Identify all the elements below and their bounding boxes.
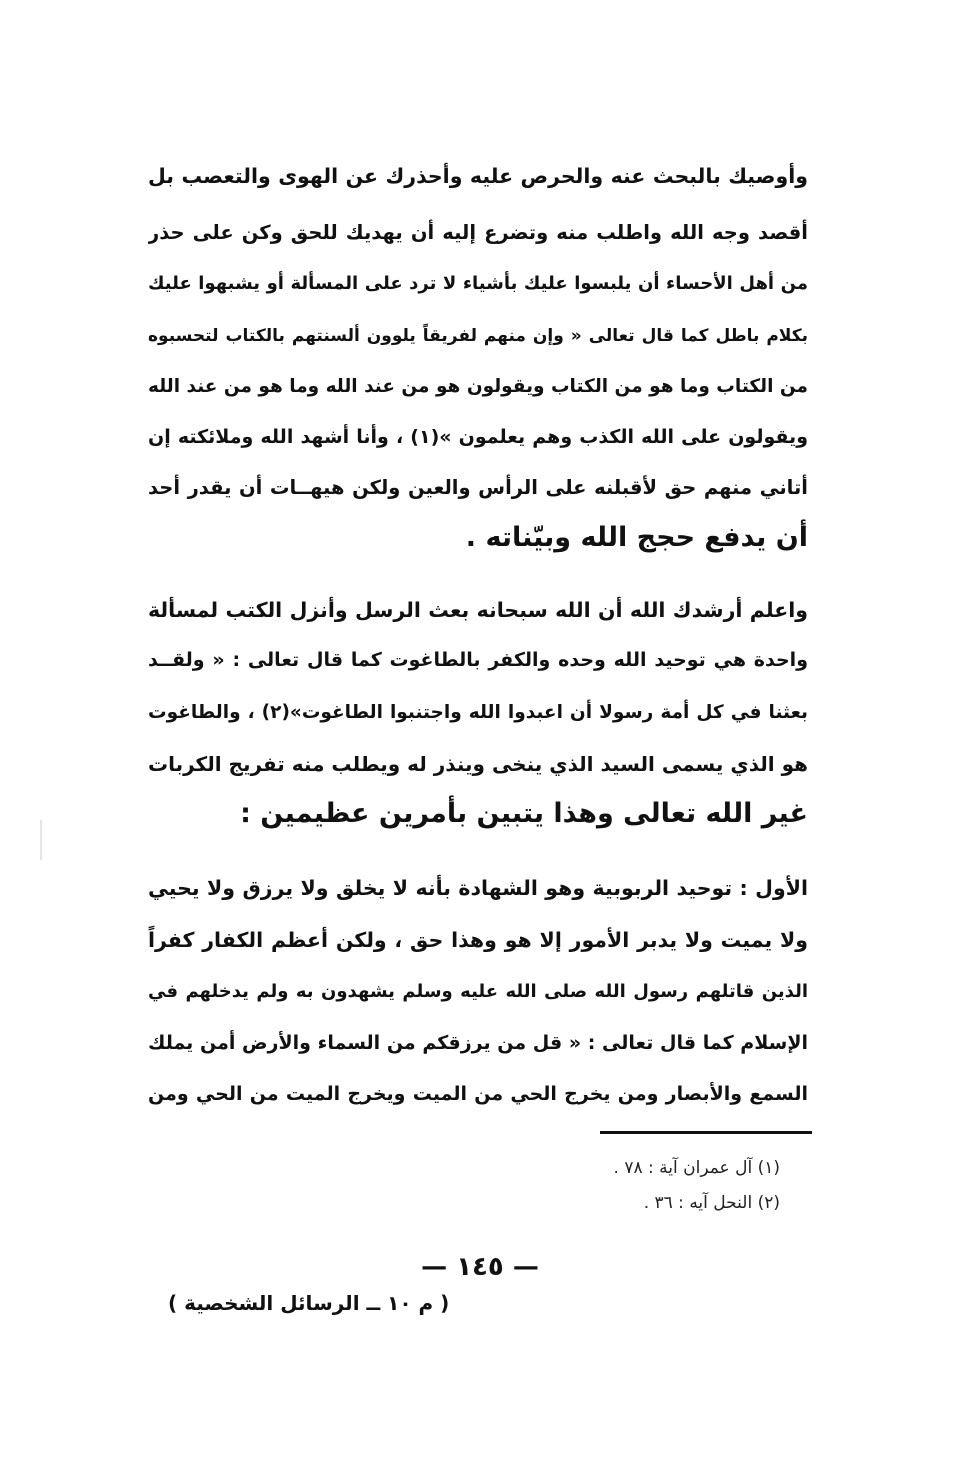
body-line: غير الله تعالى وهذا يتبين بأمرين عظيمين : xyxy=(240,798,808,829)
body-line: هو الذي يسمى السيد الذي ينخى وينذر له ويطلب منه تفريج الكربات xyxy=(148,752,808,776)
left-margin-artifact xyxy=(40,820,42,860)
body-line: أتاني منهم حق لأقبلنه على الرأس والعين ولكن هيهــات أن يقدر أحد xyxy=(148,476,808,499)
body-line: ولا يميت ولا يدبر الأمور إلا هو وهذا حق ، ولكن أعظم الكفار كفراً xyxy=(148,928,808,952)
body-line: أقصد وجه الله واطلب منه وتضرع إليه أن يهديك للحق وكن على حذر xyxy=(148,221,808,244)
page-number: — ١٤٥ — xyxy=(421,1252,539,1282)
body-line: أن يدفع حجج الله وبيّناته . xyxy=(465,522,808,553)
signature-mark: ( م ١٠ ــ الرسائل الشخصية ) xyxy=(168,1291,450,1315)
body-line: الأول : توحيد الربوبية وهو الشهادة بأنه لا يخلق ولا يرزق ولا يحيي xyxy=(148,876,808,900)
footnote-1: (١) آل عمران آية : ٧٨ . xyxy=(613,1158,780,1178)
body-line: ويقولون على الله الكذب وهم يعلمون »(١) ، وأنا أشهد الله وملائكته إن xyxy=(148,426,808,448)
body-line: الإسلام كما قال تعالى : « قل من يرزقكم من السماء والأرض أمن يملك xyxy=(148,1032,808,1054)
body-line: واحدة هي توحيد الله وحده والكفر بالطاغوت كما قال تعالى : « ولقــد xyxy=(148,649,808,671)
body-line: من أهل الأحساء أن يلبسوا عليك بأشياء لا ترد على المسألة أو يشبهوا عليك xyxy=(148,273,808,294)
body-line: الذين قاتلهم رسول الله صلى الله عليه وسلم يشهدون به ولم يدخلهم في xyxy=(148,981,808,1002)
body-line: من الكتاب وما هو من الكتاب ويقولون هو من عند الله وما هو من عند الله xyxy=(148,376,808,397)
body-line: بعثنا في كل أمة رسولا أن اعبدوا الله واجتنبوا الطاغوت»(٢) ، والطاغوت xyxy=(148,702,808,723)
footnote-2: (٢) النحل آيه : ٣٦ . xyxy=(643,1193,780,1213)
body-line: بكلام باطل كما قال تعالى « وإن منهم لفريقاً يلوون ألسنتهم بالكتاب لتحسبوه xyxy=(148,326,808,346)
body-line: واعلم أرشدك الله أن الله سبحانه بعث الرسل وأنزل الكتب لمسألة xyxy=(148,598,808,622)
body-line: وأوصيك بالبحث عنه والحرص عليه وأحذرك عن الهوى والتعصب بل xyxy=(148,164,808,188)
footnote-separator xyxy=(600,1131,812,1134)
body-line: السمع والأبصار ومن يخرج الحي من الميت ويخرج الميت من الحي ومن xyxy=(148,1083,808,1105)
